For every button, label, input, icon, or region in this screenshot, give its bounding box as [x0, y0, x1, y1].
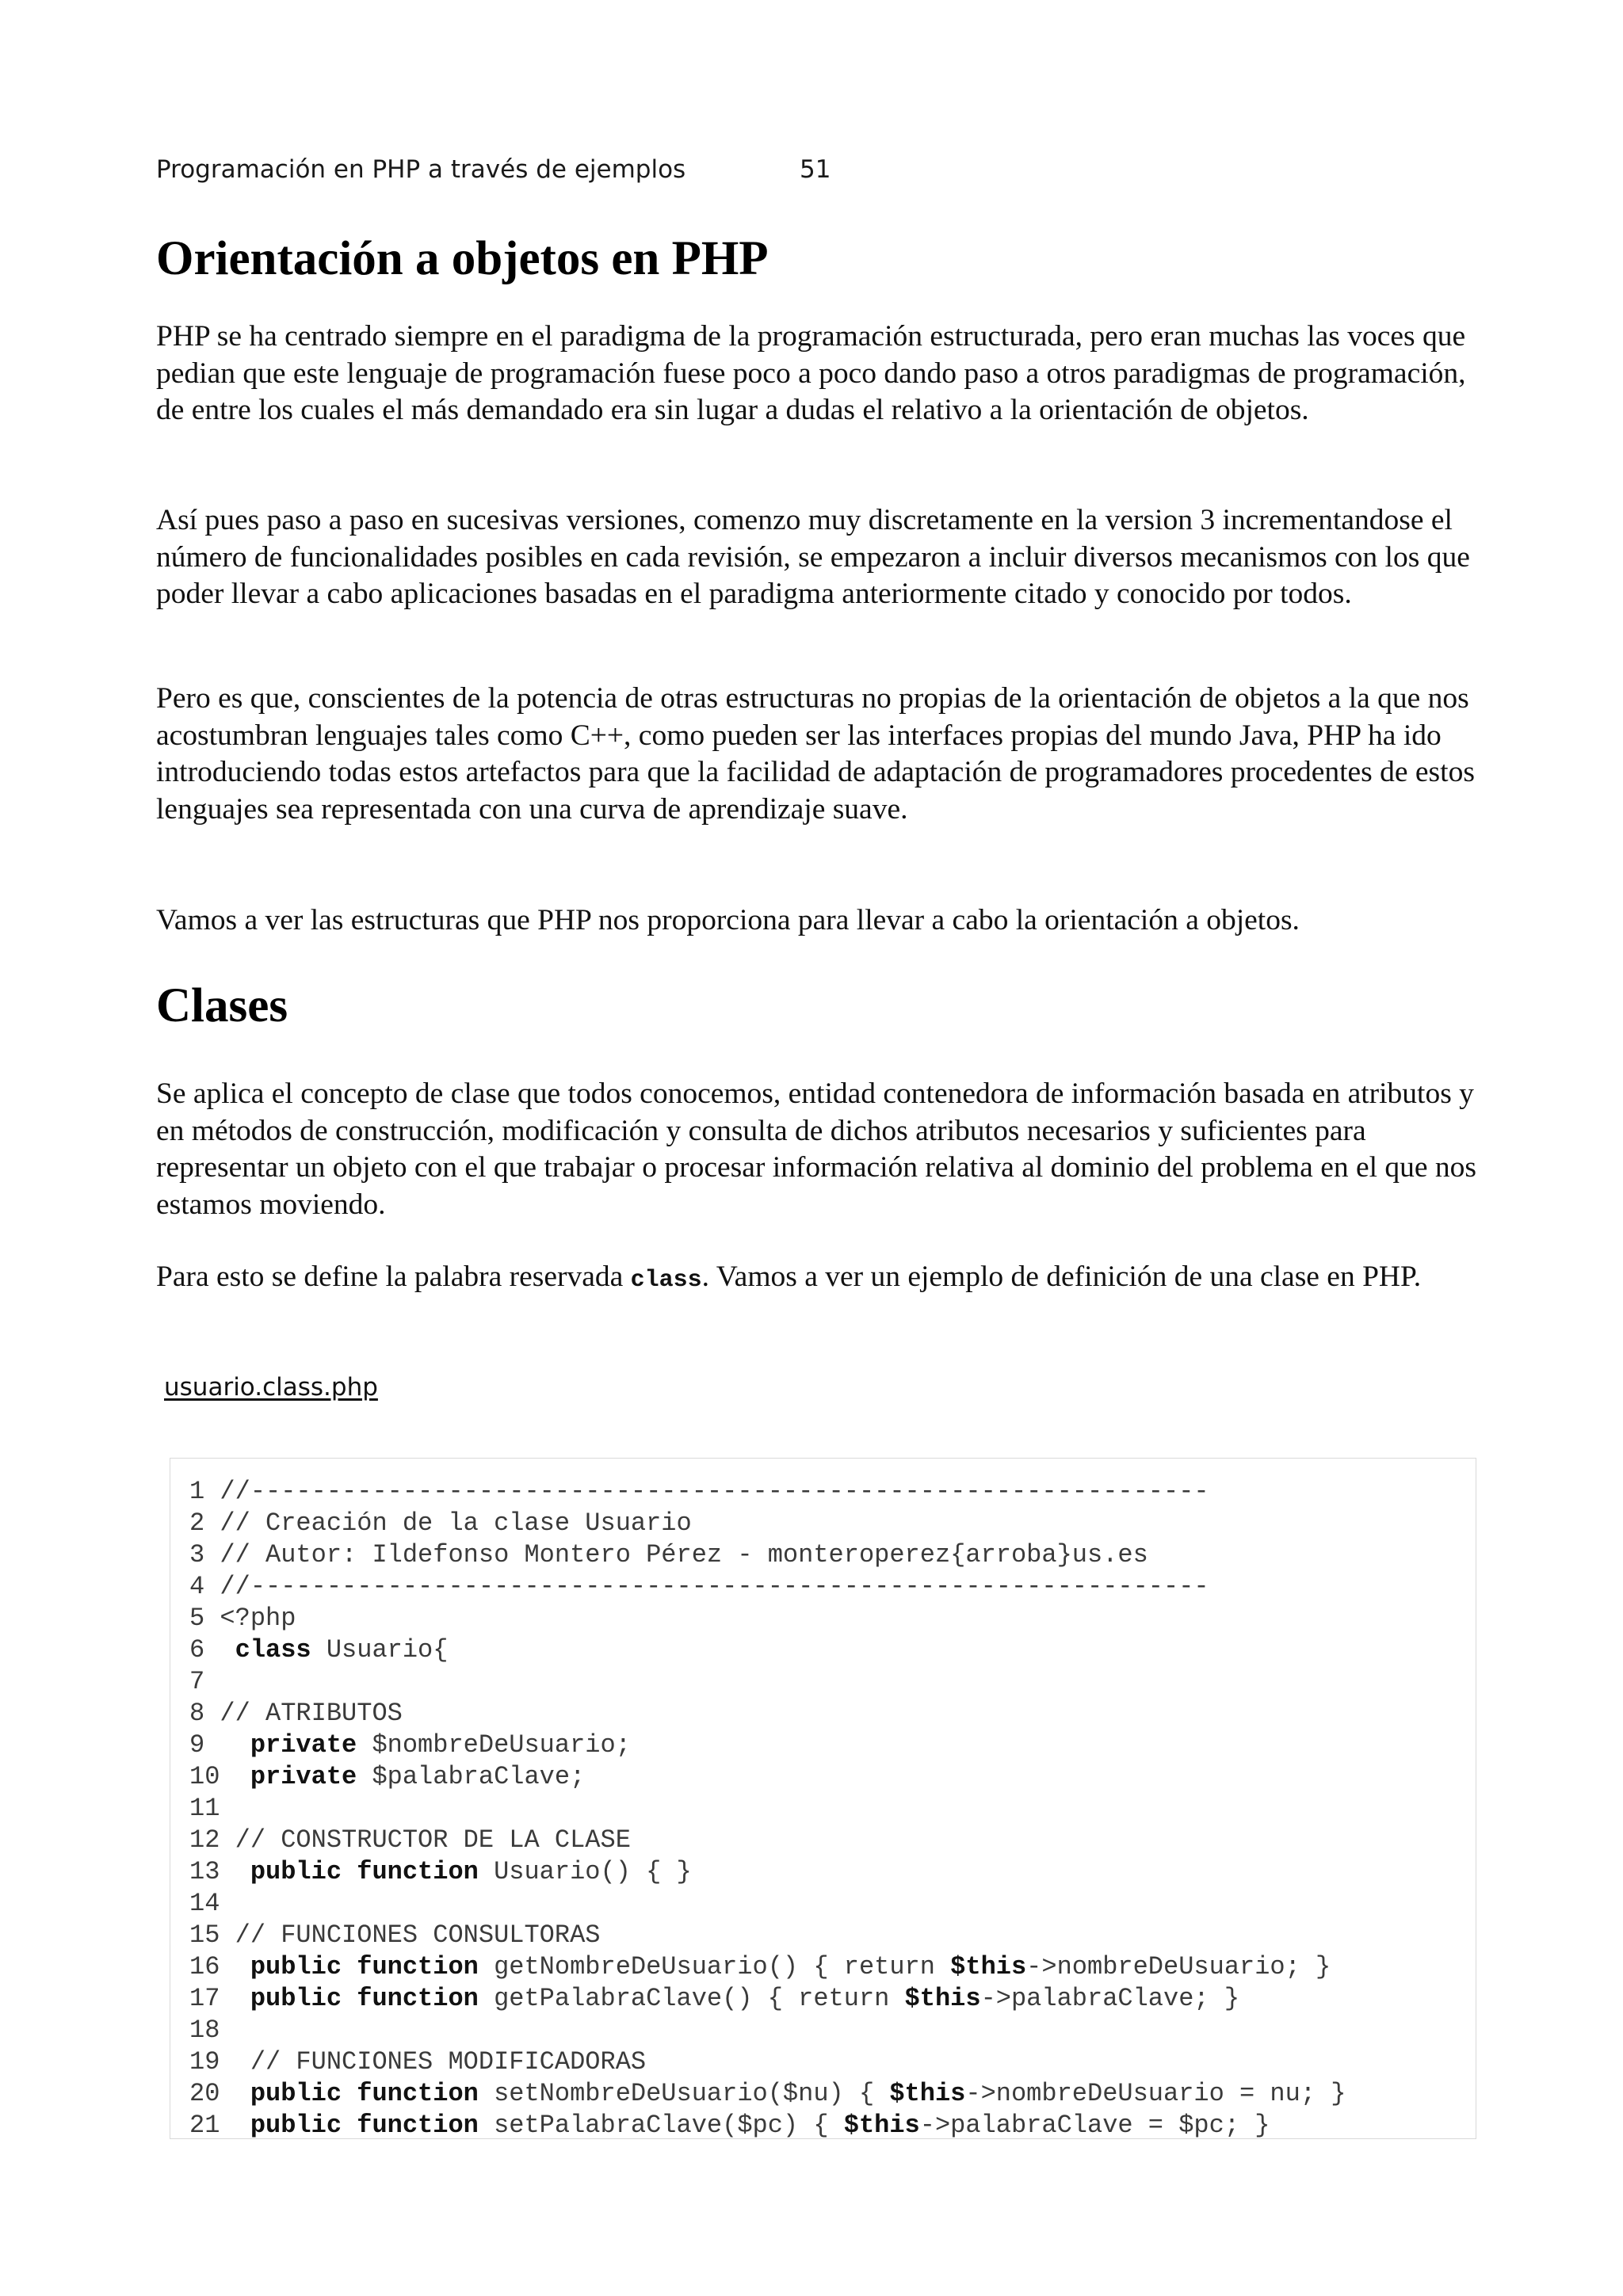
code-text: ->palabraClave = $pc; }: [919, 2111, 1270, 2140]
code-keyword: function: [357, 2111, 479, 2140]
code-keyword: private: [250, 1730, 357, 1760]
code-text: [342, 2111, 357, 2140]
line-number: 3: [189, 1540, 205, 1569]
code-keyword: function: [357, 2079, 479, 2108]
line-number: 12: [189, 1825, 220, 1855]
line-number: 6: [189, 1635, 205, 1665]
code-line: [189, 1825, 1346, 1856]
section-title-clases: Clases: [156, 979, 288, 1032]
code-text: // Autor: Ildefonso Montero Pérez - monteroperez{arroba}us.es: [220, 1540, 1148, 1569]
code-listing: [170, 1458, 1476, 2139]
line-number: 11: [189, 1794, 220, 1823]
code-line: [189, 1761, 1346, 1793]
code-text: [220, 1730, 250, 1760]
code-text: ->nombreDeUsuario = nu; }: [965, 2079, 1346, 2108]
code-line: [189, 1920, 1346, 1951]
paragraph-2: Así pues paso a paso en sucesivas versiones, comenzo muy discretamente en la version 3 incrementandose el número de funcionalidades posibles en cada revisión, se empezaron a incluir diversos mecanismos con los que poder llevar a cabo aplicaciones basadas en el paradigma anteriormente citado y conocido por todos.: [156, 504, 1470, 610]
running-header: [156, 155, 831, 184]
code-keyword: $this: [904, 1984, 981, 2013]
code-text: [220, 1635, 235, 1665]
line-number: 18: [189, 2016, 220, 2045]
code-text: setPalabraClave($pc) {: [478, 2111, 844, 2140]
class-keyword: class: [630, 1267, 702, 1294]
code-line: [189, 1508, 1346, 1539]
code-text: setNombreDeUsuario($nu) {: [478, 2079, 890, 2108]
code-keyword: $this: [843, 2111, 920, 2140]
paragraph-6-before: Para esto se define la palabra reservada: [156, 1261, 631, 1293]
line-number: 7: [189, 1667, 205, 1696]
section-title-orientacion: Orientación a objetos en PHP: [156, 232, 769, 285]
line-number: 2: [189, 1508, 205, 1538]
code-text: Usuario{: [311, 1635, 449, 1665]
line-number: 16: [189, 1952, 220, 1981]
code-text: [235, 2079, 250, 2108]
code-line: [189, 1476, 1346, 1508]
code-line: [189, 2110, 1346, 2142]
code-line: [189, 1856, 1346, 1888]
code-text: // CONSTRUCTOR DE LA CLASE: [235, 1825, 631, 1855]
code-line: [189, 1539, 1346, 1571]
code-line: [189, 1888, 1346, 1920]
paragraph-6-after: . Vamos a ver un ejemplo de definición de una clase en PHP.: [701, 1261, 1422, 1293]
code-keyword: public: [250, 2079, 342, 2108]
code-text: [235, 1984, 250, 2013]
line-number: 20: [189, 2079, 220, 2108]
code-text: $nombreDeUsuario;: [357, 1730, 631, 1760]
code-text: Usuario() { }: [478, 1857, 692, 1886]
file-link-usuario-class[interactable]: usuario.class.php: [164, 1373, 378, 1402]
code-keyword: function: [357, 1984, 479, 2013]
code-text: //---------------------------------------------------------------: [220, 1477, 1209, 1506]
code-text: // FUNCIONES MODIFICADORAS: [235, 2047, 647, 2077]
code-text: [235, 2111, 250, 2140]
code-keyword: class: [235, 1635, 311, 1665]
paragraph-1: PHP se ha centrado siempre en el paradigma de la programación estructurada, pero eran muchas las voces que pedian que este lenguaje de programación fuese poco a poco dando paso a otros paradigmas de programación, de entre los cuales el más demandado era sin lugar a dudas el relativo a la orientación de objetos.: [156, 320, 1466, 426]
line-number: 5: [189, 1604, 205, 1633]
code-keyword: public: [250, 1984, 342, 2013]
code-text: [342, 1952, 357, 1981]
code-text: // FUNCIONES CONSULTORAS: [235, 1920, 601, 1950]
code-keyword: public: [250, 1952, 342, 1981]
code-keyword: function: [357, 1952, 479, 1981]
line-number: 17: [189, 1984, 220, 2013]
code-text: [235, 1762, 250, 1791]
line-number: 8: [189, 1699, 205, 1728]
code-text: $palabraClave;: [357, 1762, 586, 1791]
paragraph-5: Se aplica el concepto de clase que todos conocemos, entidad contenedora de información basada en atributos y en métodos de construcción, modificación y consulta de dichos atributos necesarios y suficientes para representar un objeto con el que trabajar o procesar información relativa al dominio del problema en el que nos estamos moviendo.: [156, 1077, 1477, 1221]
code-text: // ATRIBUTOS: [220, 1699, 403, 1728]
code-text: [342, 1984, 357, 2013]
paragraph-4: Vamos a ver las estructuras que PHP nos proporciona para llevar a cabo la orientación a objetos.: [156, 904, 1300, 936]
code-line: [189, 2046, 1346, 2078]
page-number: 51: [800, 155, 831, 184]
code-line: [189, 1730, 1346, 1761]
line-number: 10: [189, 1762, 220, 1791]
code-line: [189, 1634, 1346, 1666]
code-line: [189, 2015, 1346, 2046]
code-keyword: public: [250, 2111, 342, 2140]
code-text: [235, 1952, 250, 1981]
line-number: 4: [189, 1572, 205, 1601]
code-text: <?php: [220, 1604, 296, 1633]
code-keyword: private: [250, 1762, 357, 1791]
code-keyword: public: [250, 1857, 342, 1886]
code-keyword: $this: [889, 2079, 966, 2108]
code-line: [189, 1983, 1346, 2015]
line-number: 14: [189, 1889, 220, 1918]
line-number: 13: [189, 1857, 220, 1886]
book-title: Programación en PHP a través de ejemplos: [156, 155, 686, 184]
code-keyword: $this: [950, 1952, 1027, 1981]
code-text: // Creación de la clase Usuario: [220, 1508, 692, 1538]
code-text: getPalabraClave() { return: [478, 1984, 905, 2013]
line-number: 21: [189, 2111, 220, 2140]
line-number: 9: [189, 1730, 205, 1760]
code-line: [189, 1793, 1346, 1825]
code-text: getNombreDeUsuario() { return: [478, 1952, 951, 1981]
code-line: [189, 1603, 1346, 1634]
paragraph-6: [156, 1259, 1484, 1299]
code-lines: [189, 1476, 1346, 2142]
code-line: [189, 1571, 1346, 1603]
code-text: [342, 2079, 357, 2108]
code-text: //---------------------------------------------------------------: [220, 1572, 1209, 1601]
line-number: 1: [189, 1477, 205, 1506]
code-line: [189, 1698, 1346, 1730]
code-text: [235, 1857, 250, 1886]
code-line: [189, 1951, 1346, 1983]
code-line: [189, 1666, 1346, 1698]
line-number: 19: [189, 2047, 220, 2077]
code-keyword: function: [357, 1857, 479, 1886]
code-text: [342, 1857, 357, 1886]
code-text: ->palabraClave; }: [980, 1984, 1240, 2013]
paragraph-3: Pero es que, conscientes de la potencia de otras estructuras no propias de la orientación de objetos a la que nos acostumbran lenguajes tales como C++, como pueden ser las interfaces propias del mundo Java, PHP ha ido introduciendo todas estos artefactos para que la facilidad de adaptación de programadores procedentes de estos lenguajes sea representada con una curva de aprendizaje suave.: [156, 682, 1475, 826]
line-number: 15: [189, 1920, 220, 1950]
code-line: [189, 2078, 1346, 2110]
code-text: ->nombreDeUsuario; }: [1026, 1952, 1331, 1981]
